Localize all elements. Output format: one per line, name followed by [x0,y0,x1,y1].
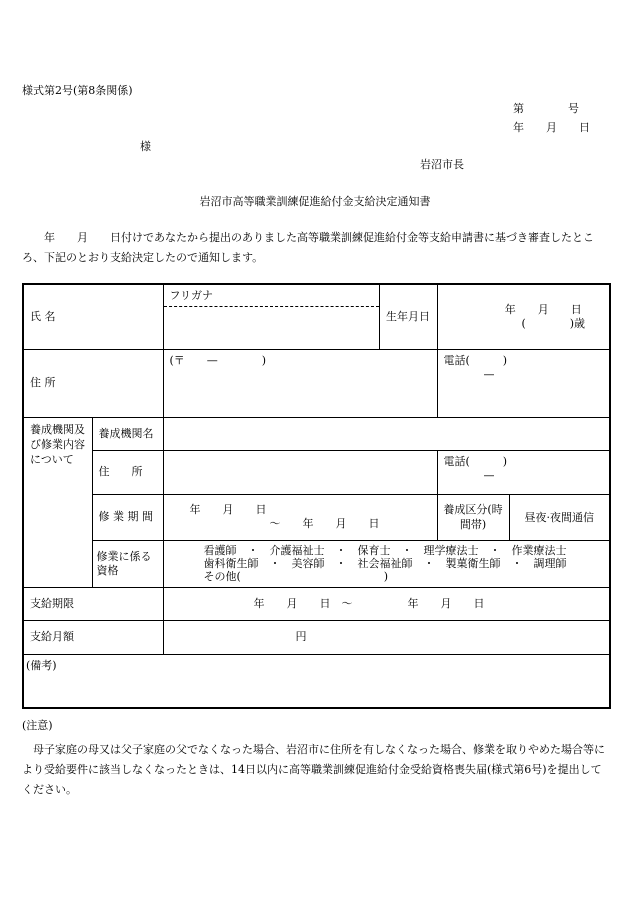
period-start: 年 月 日 [189,503,267,516]
qualification-line-1: 看護師 ・ 介護福祉士 ・ 保育士 ・ 理学療法士 ・ 作業療法士 [203,544,567,557]
qualification-label: 修業に係る資格 [92,540,163,587]
issue-date: 年 月 日 [513,121,590,134]
document-title: 岩沼市高等職業訓練促進給付金支給決定通知書 [199,195,431,208]
form-number: 様式第2号(第8条関係) [22,84,133,97]
period-end: ～ 年 月 日 [269,517,380,530]
monthly-amount-label: 支給月額 [23,620,163,654]
postal-code: (〒 — ) [169,353,267,367]
remarks-cell[interactable] [23,654,610,708]
age: ( )歳 [521,316,586,330]
institution-address-label: 住 所 [92,450,163,494]
phone-dash: — [483,367,495,381]
institution-phone-dash: — [483,468,495,482]
institution-label: 養成機関名 [92,417,163,450]
address-cell[interactable] [163,349,437,417]
name-cell[interactable] [163,284,379,349]
institution-address-cell[interactable] [163,450,437,494]
institution-phone-label: 電話( ) [443,454,508,468]
institution-cell[interactable] [163,417,610,450]
notes-body: 母子家庭の母又は父子家庭の父でなくなった場合、岩沼市に住所を有しなくなった場合、修業を取りやめた場合等により受給要件に該当しなくなったときは、14日以内に高等職業訓練促進給付金受給資格喪失届(様式第6号)を提出してください。 [22,743,605,796]
training-group-label: 養成機関及び修業内容について [23,417,92,587]
division-label: 養成区分(時間帯) [437,494,509,540]
qualification-line-2: 歯科衛生師 ・ 美容師 ・ 社会福祉師 ・ 製菓衛生師 ・ 調理師 [203,557,567,570]
phone-label: 電話( ) [443,353,508,367]
institution-phone-cell[interactable] [437,450,610,494]
day-night-label[interactable]: 昼夜·夜間通信 [509,494,610,540]
qualification-line-3: その他( ) [203,570,389,583]
remarks-label: (備考) [26,658,57,672]
monthly-amount-value[interactable]: 円 [163,620,610,654]
payment-period-value[interactable]: 年 月 日 ～ 年 月 日 [163,587,610,620]
issuer-name: 岩沼市長 [420,158,464,171]
document-number: 第 号 [513,102,579,115]
birth-date: 年 月 日 [504,302,582,316]
payment-period-label: 支給期限 [23,587,163,620]
period-label: 修 業 期 間 [92,494,163,540]
phone-cell[interactable] [437,349,610,417]
name-label: 氏 名 [23,284,163,349]
period-cell[interactable] [163,494,437,540]
intro-paragraph: 年 月 日付けであなたから提出のありました高等職業訓練促進給付金等支給申請書に基づき審査したところ、下記のとおり支給決定したので通知します。 [22,231,594,264]
decision-table [22,283,611,709]
birth-label: 生年月日 [379,284,437,349]
addressee-suffix: 様 [140,140,151,153]
notes-heading: (注意) [22,719,53,732]
address-label: 住 所 [23,349,163,417]
birth-cell[interactable] [437,284,610,349]
furigana-label: フリガナ [164,289,379,307]
qualification-cell[interactable] [163,540,610,587]
